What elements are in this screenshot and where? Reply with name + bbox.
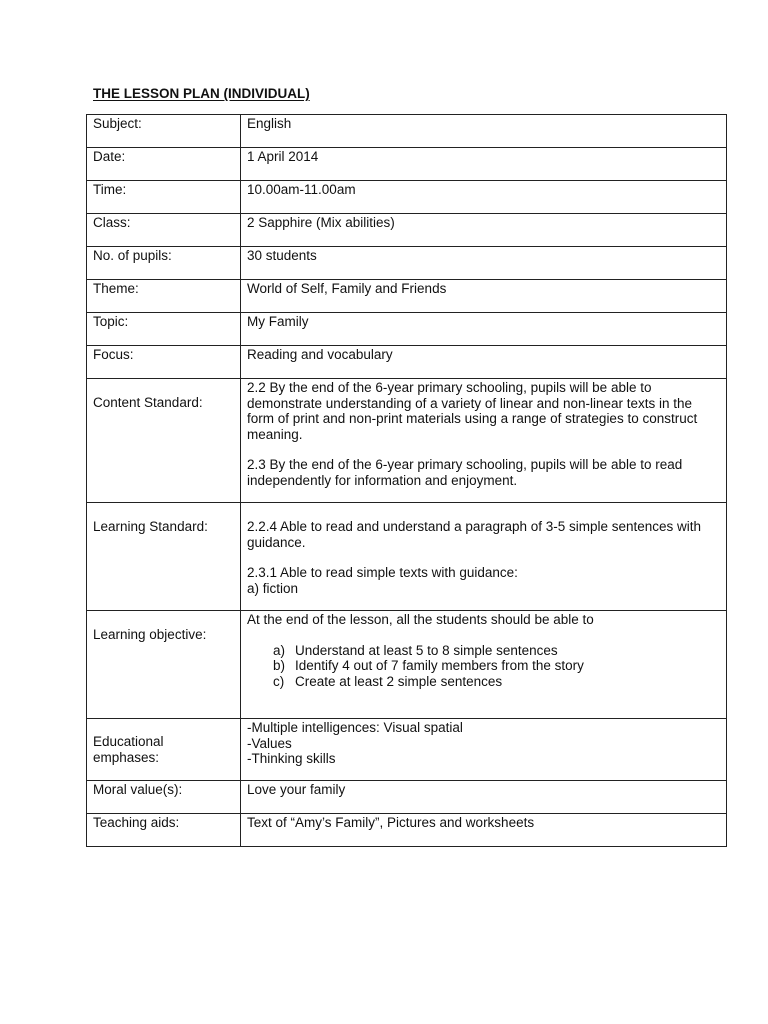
learning-standard-label: Learning Standard:: [87, 503, 241, 611]
lesson-plan-table: [86, 114, 727, 847]
content-standard-paragraph: 2.3 By the end of the 6-year primary schooling, pupils will be able to read independently for information and enjoyment.: [247, 457, 683, 488]
subject-label: Subject:: [87, 115, 241, 148]
date-label: Date:: [87, 148, 241, 181]
moral-values-label: Moral value(s):: [87, 781, 241, 814]
educational-emphases-label-line: Educational: [93, 734, 164, 749]
class-value: 2 Sapphire (Mix abilities): [241, 214, 727, 247]
row-topic: [87, 313, 727, 346]
emphasis-line: -Multiple intelligences: Visual spatial: [247, 720, 463, 735]
list-item: [273, 658, 720, 674]
list-marker: c): [273, 673, 285, 689]
theme-label: Theme:: [87, 280, 241, 313]
learning-standard-line: 2.3.1 Able to read simple texts with guidance:: [247, 565, 518, 580]
emphasis-line: -Thinking skills: [247, 751, 336, 766]
emphasis-line: -Values: [247, 735, 292, 751]
moral-values-value: Love your family: [241, 781, 727, 814]
row-moral-values: [87, 781, 727, 814]
educational-emphases-label-line: emphases:: [93, 749, 160, 765]
list-item: [273, 673, 720, 690]
focus-label: Focus:: [87, 346, 241, 379]
educational-emphases-label: [87, 719, 241, 781]
learning-standard-value: [241, 503, 727, 611]
row-subject: [87, 115, 727, 148]
row-date: [87, 148, 727, 181]
date-value: 1 April 2014: [241, 148, 727, 181]
learning-standard-paragraph: 2.2.4 Able to read and understand a paragraph of 3-5 simple sentences with guidance.: [247, 519, 702, 550]
row-theme: [87, 280, 727, 313]
time-value: 10.00am-11.00am: [241, 181, 727, 214]
teaching-aids-value: Text of “Amy’s Family”, Pictures and worksheets: [241, 814, 727, 847]
row-content-standard: [87, 379, 727, 503]
pupils-label: No. of pupils:: [87, 247, 241, 280]
row-time: [87, 181, 727, 214]
list-item: [273, 642, 720, 659]
row-teaching-aids: [87, 814, 727, 847]
pupils-value: 30 students: [241, 247, 727, 280]
content-standard-value: [241, 379, 727, 503]
objectives-list: [247, 643, 720, 690]
learning-objective-intro: At the end of the lesson, all the students should be able to: [247, 612, 594, 627]
list-item-text: Create at least 2 simple sentences: [295, 673, 503, 689]
learning-objective-value: [241, 611, 727, 719]
focus-value: Reading and vocabulary: [241, 346, 727, 379]
content-standard-paragraph: 2.2 By the end of the 6-year primary schooling, pupils will be able to demonstrate understanding of a variety of linear and non-linear texts in the form of print and non-print materials using a range of strategies to construct meaning.: [247, 380, 698, 442]
list-item-text: Identify 4 out of 7 family members from the story: [295, 658, 584, 673]
educational-emphases-value: [241, 719, 727, 781]
teaching-aids-label: Teaching aids:: [87, 814, 241, 847]
list-marker: b): [273, 658, 286, 673]
subject-value: English: [241, 115, 727, 148]
topic-label: Topic:: [87, 313, 241, 346]
row-focus: [87, 346, 727, 379]
list-item-text: Understand at least 5 to 8 simple sentences: [295, 642, 558, 658]
content-standard-label: Content Standard:: [87, 379, 241, 503]
learning-standard-line: a) fiction: [247, 580, 299, 596]
row-learning-standard: [87, 503, 727, 611]
class-label: Class:: [87, 214, 241, 247]
row-class: [87, 214, 727, 247]
time-label: Time:: [87, 181, 241, 214]
learning-objective-label: Learning objective:: [87, 611, 241, 719]
row-educational-emphases: [87, 719, 727, 781]
topic-value: My Family: [241, 313, 727, 346]
theme-value: World of Self, Family and Friends: [241, 280, 727, 313]
learning-standard-paragraph: [247, 565, 720, 596]
row-pupils: [87, 247, 727, 280]
row-learning-objective: [87, 611, 727, 719]
document-title: THE LESSON PLAN (INDIVIDUAL): [93, 86, 310, 101]
list-marker: a): [273, 642, 286, 658]
